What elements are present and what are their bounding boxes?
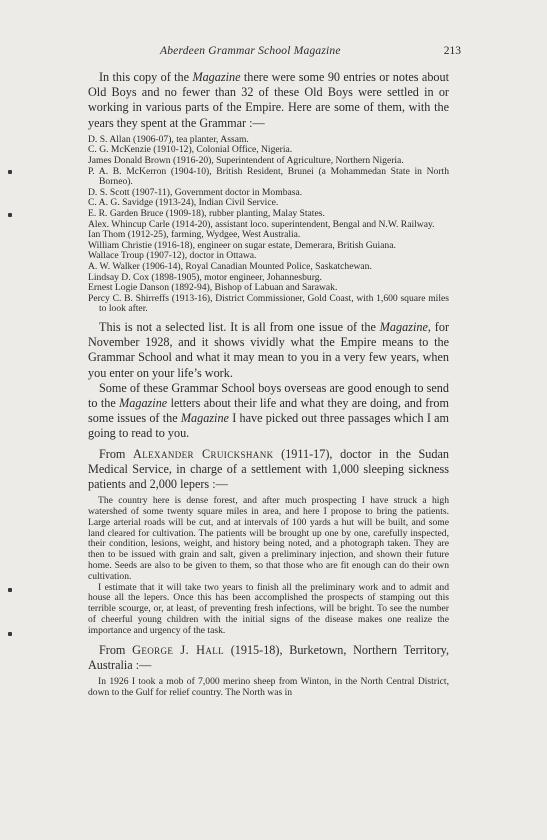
list-item: Lindsay D. Cox (1898-1905), motor engineer, Johannesburg. [88,271,322,283]
page-header [0,45,547,59]
quote-paragraph: In 1926 I took a mob of 7,000 merino sheep from Winton, in the North Central District, down to the Gulf for relief country. The North was in [88,675,449,698]
quote-paragraph: The country here is dense forest, and after much prospecting I have struck a high watershed of some twenty square miles in area, and here I propose to bring the patients. Large arterial roads will be cut, and at intervals of 100 yards a hut will be built, and some land cleared for cultivation. The patients will be brought up one by one, carefully inspected, their condition, lesions, weight, and history being noted, and a photograph taken. They are then to be issued with grain and salt, given a preliminary injection, and shown their future home. Seeds are also to be given to them, so that those who are fit enough can do their own cultivation. [88,495,449,582]
page-body [88,70,449,705]
quote-hall [88,677,449,699]
list-item: P. A. B. McKerron (1904-10), British Resident, Brunei (a Mohammedan State in North Borneo). [88,165,449,188]
letters-paragraph: Some of these Grammar School boys overseas are good enough to send to the Magazine letters about their life and what they are doing, and from some issues of the Magazine I have picked out three passages which I am going to read to you. [88,380,450,441]
list-item: Ernest Logie Danson (1892-94), Bishop of Labuan and Sarawak. [88,282,338,294]
list-item: Alex. Whincup Carle (1914-20), assistant loco. superintendent, Bengal and N.W. Railway. [88,218,435,230]
list-item: C. G. McKenzie (1910-12), Colonial Office, Nigeria. [88,144,293,156]
list-item: Percy C. B. Shirreffs (1913-16), District Commissioner, Gold Coast, with 1,600 square miles to look after. [88,292,449,315]
list-item: William Christie (1916-18), engineer on sugar estate, Demerara, British Guiana. [88,239,396,251]
intro-paragraph: In this copy of the Magazine there were some 90 entries or notes about Old Boys and no fewer than 32 of these Old Boys were settled in or working in various parts of the Empire. Here are some of them, with the years they spent at the Grammar :— [88,70,450,130]
running-title: Aberdeen Grammar School Magazine [160,45,341,57]
list-item: D. S. Scott (1907-11), Government doctor in Mombasa. [88,186,303,198]
letter-intro-cruickshank: From Alexander Cruickshank (1911-17), doctor in the Sudan Medical Service, in charge of a settlement with 1,000 sleeping sickness patients and 2,000 lepers :— [88,446,449,491]
list-item: James Donald Brown (1916-20), Superintendent of Agriculture, Northern Nigeria. [88,155,404,166]
margin-mark [8,588,12,592]
margin-mark [8,170,12,174]
old-boys-list [88,135,449,315]
margin-mark [8,632,12,636]
margin-mark [8,213,12,217]
selected-list-paragraph: This is not a selected list. It is all from one issue of the Magazine, for November 1928, and it shows vividly what the Empire means to the Grammar School and what it may mean to you in a very few years, when you enter on your life’s work. [88,319,449,380]
quote-cruickshank [88,496,449,636]
list-item: C. A. G. Savidge (1913-24), Indian Civil Service. [88,197,279,209]
list-item: A. W. Walker (1906-14), Royal Canadian Mounted Police, Saskatchewan. [88,260,372,272]
list-item: E. R. Garden Bruce (1909-18), rubber planting, Malay States. [88,207,325,219]
list-item: D. S. Allan (1906-07), tea planter, Assam. [88,133,249,145]
letter-intro-hall: From George J. Hall (1915-18), Burketown, Northern Territory, Australia :— [88,642,449,672]
page-number: 213 [443,45,461,57]
list-item: Wallace Troup (1907-12), doctor in Ottawa. [88,250,257,262]
list-item: Ian Thom (1912-25), farming, Wydgee, West Australia. [88,229,301,241]
quote-paragraph: I estimate that it will take two years to finish all the preliminary work and to admit and house all the lepers. Once this has been accomplished the prospects of stamping out this terrible scourge, or, at least, of preventing fresh infections, will be bright. To see the number of cheerful young children with the initial signs of the disease makes one realize the importance and urgency of the task. [88,581,449,636]
